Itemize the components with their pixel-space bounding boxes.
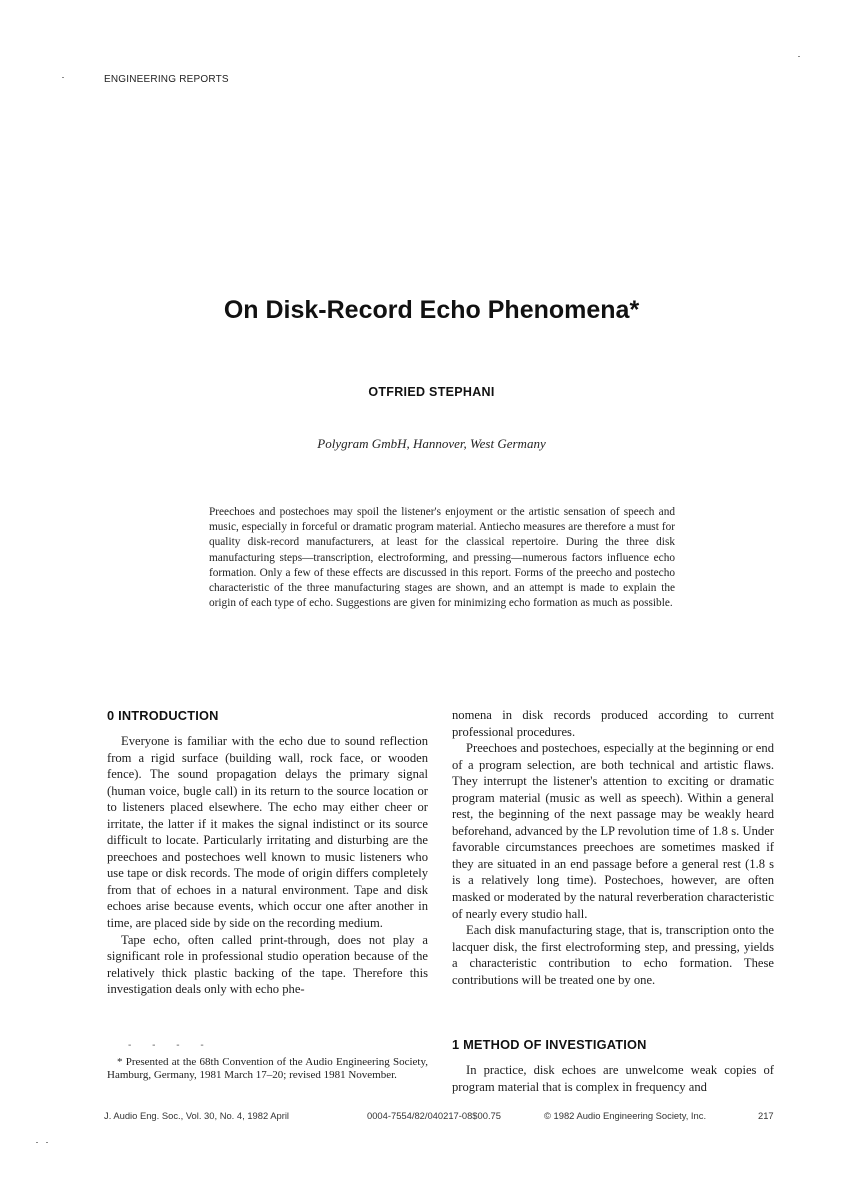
- paper-title: On Disk-Record Echo Phenomena*: [223, 296, 640, 324]
- section-heading-introduction: 0 INTRODUCTION: [107, 708, 219, 723]
- page-number: 217: [758, 1110, 774, 1121]
- author-name: OTFRIED STEPHANI: [368, 385, 495, 399]
- column-right: [452, 707, 774, 988]
- abstract-text: Preechoes and postechoes may spoil the listener's enjoyment or the artistic sensation of speech and music, especially in forceful or dramatic program material. Antiecho measures are therefore a must for quality disk-record manufacturers, at least for the classical repertoire. During the three disk manufacturing steps—transcription, electroforming, and pressing—numerous factors influence echo formation. Only a few of these effects are discussed in this report. Forms of the preecho and postecho characteristic of the three manufacturing stages are shown, and an attempt is made to explain the origin of each type of echo. Suggestions are given for minimizing echo formation as much as possible.: [209, 506, 675, 610]
- footer-copyright: © 1982 Audio Engineering Society, Inc.: [544, 1110, 707, 1121]
- paragraph: Everyone is familiar with the echo due to sound reflection from a rigid surface (building wall, rock face, or wooden fence). The sound propagation delays the primary signal (human voice, bugle call) in its return to the source location or to listeners placed elsewhere. The echo may either cheer or irritate, the latter if it makes the signal indistinct or its source difficult to locate. Particularly irritating and disturbing are the preechoes and postechoes well known to music listeners who use tape or disk records. The mode of origin differs completely from that of echoes in a natural environment. Tape and disk echoes arise because events, which occur one after another in time, are placed side by side on the recording medium.: [107, 734, 428, 931]
- scan-speck: [62, 77, 64, 78]
- running-head: ENGINEERING REPORTS: [104, 74, 229, 85]
- column-left: [107, 733, 428, 998]
- abstract: [209, 505, 675, 611]
- paragraph: Preechoes and postechoes, especially at the beginning or end of a program selection, are both technical and artistic flaws. They interrupt the listener's attention to exciting or dramatic program material (music as well as speech). Within a general rest, the beginning of the next passage may be weakly heard beforehand, advanced by the LP revolution time of 1.8 s. Under favorable circumstances preechoes are sometimes masked if they are situated in an end passage before a general rest (1.8 s is a relatively long time). Postechoes, however, are often masked or moderated by the natural reverberation characteristic of nearly every studio hall.: [452, 741, 774, 921]
- author-affiliation: Polygram GmbH, Hannover, West Germany: [317, 436, 546, 451]
- paragraph: Tape echo, often called print-through, does not play a significant role in professional studio operation because of the relatively thick plastic backing of the tape. Therefore this investigation deals only with echo phe-: [107, 932, 428, 997]
- footer-journal: J. Audio Eng. Soc., Vol. 30, No. 4, 1982 April: [104, 1110, 290, 1121]
- scan-speck: [798, 56, 800, 57]
- paragraph: In practice, disk echoes are unwelcome weak copies of program material that is complex in frequency and: [452, 1063, 774, 1094]
- section-heading-method: 1 METHOD OF INVESTIGATION: [452, 1037, 647, 1052]
- footnote-rule: - - - -: [128, 1040, 213, 1051]
- paragraph: Each disk manufacturing stage, that is, transcription onto the lacquer disk, the first electroforming step, and pressing, yields a characteristic contribution to echo formation. These contributions will be treated one by one.: [452, 923, 774, 987]
- scan-speck: [46, 1142, 48, 1143]
- column-right-lower: [452, 1062, 774, 1095]
- footnote: * Presented at the 68th Convention of the Audio Engineering Society, Hamburg, Germany, 1981 March 17–20; revised 1981 November.: [107, 1056, 428, 1082]
- footer-code: 0004-7554/82/040217-08$00.75: [367, 1110, 501, 1121]
- scan-speck: [36, 1142, 38, 1143]
- paragraph: nomena in disk records produced according to current professional procedures.: [452, 708, 774, 739]
